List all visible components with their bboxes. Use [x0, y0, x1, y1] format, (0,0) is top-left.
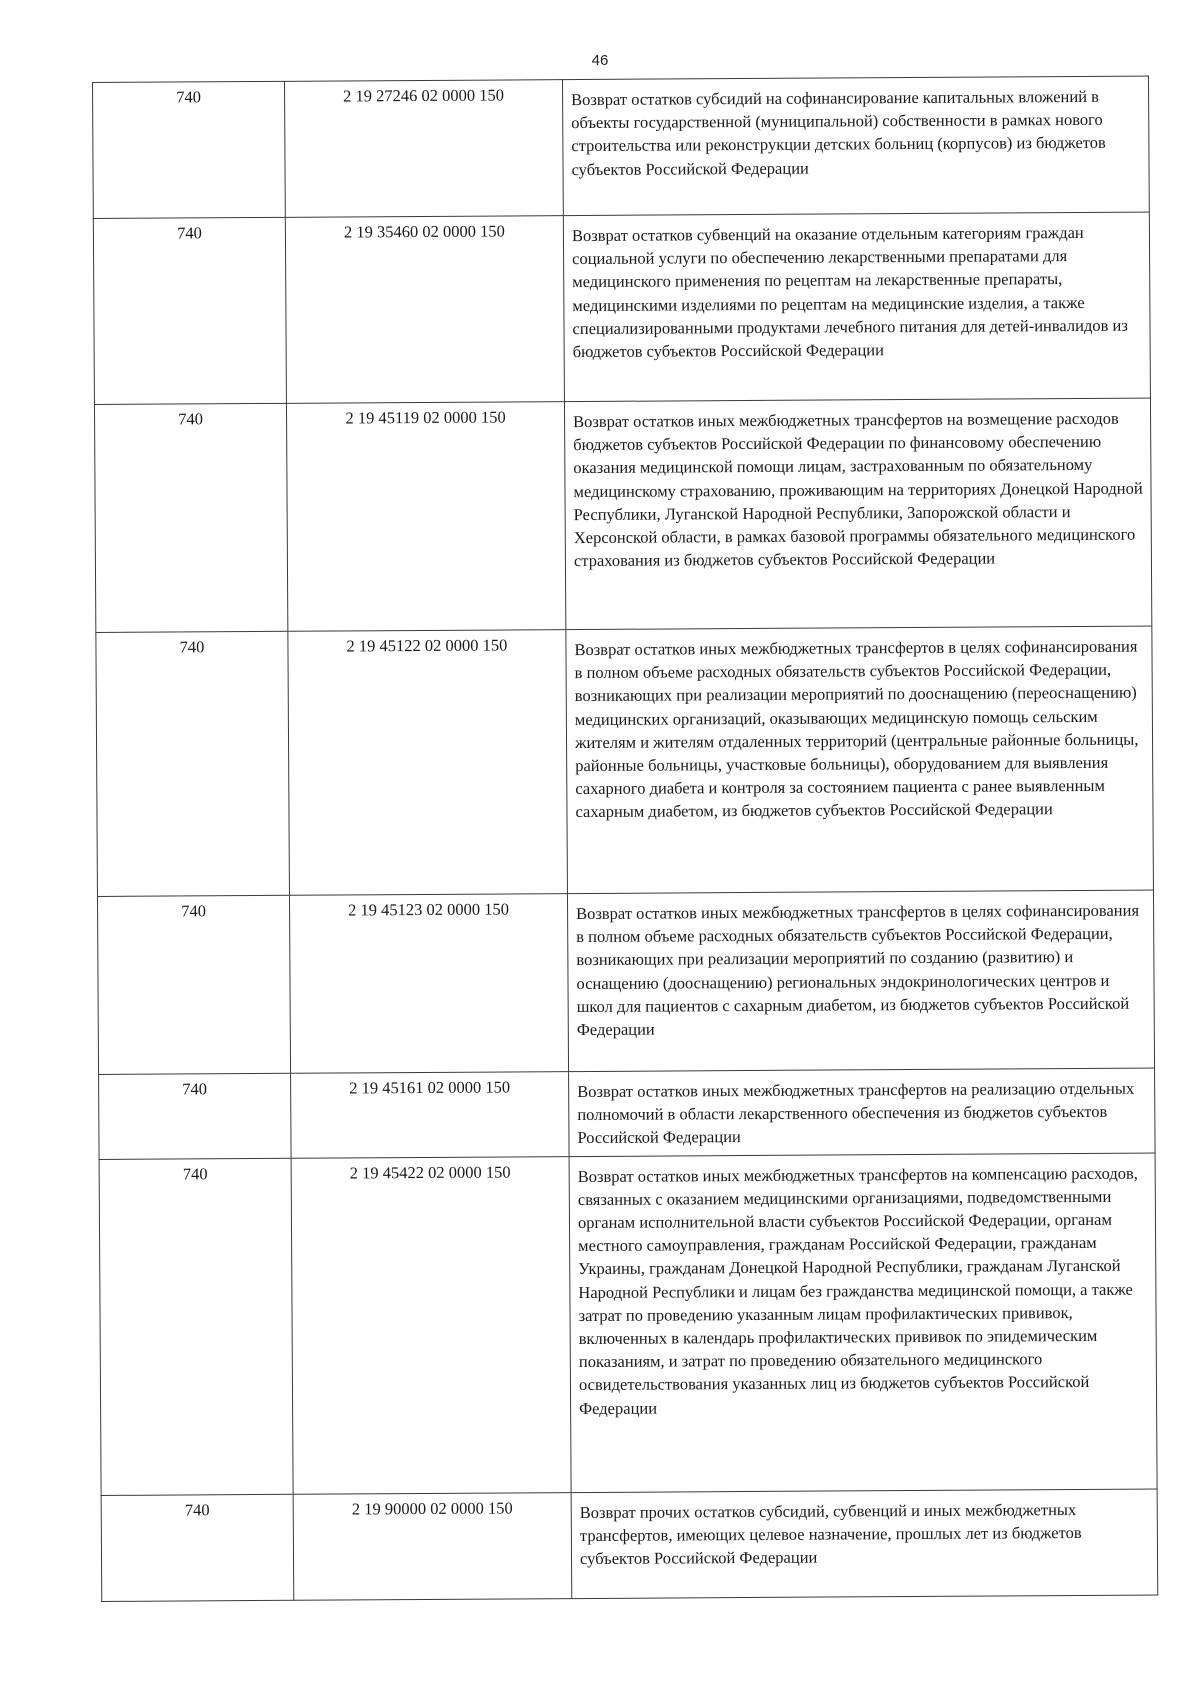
admin-code-cell: 740 — [101, 1494, 294, 1601]
table-row — [99, 1153, 1157, 1495]
table-row — [94, 398, 1151, 632]
budget-codes-table — [92, 76, 1158, 1602]
income-name-cell: Возврат остатков субвенций на оказание отдельным категориям граждан социальной услуги по обеспечению лекарственными препаратами для медицинского применения по рецептам на лекарственные препараты, медицинскими изделиями по рецептам на медицинские изделия, а также специализированными продуктами лечебного питания для детей-инвалидов из бюджетов субъектов Российской Федерации — [563, 212, 1150, 402]
admin-code-cell: 740 — [93, 217, 286, 404]
budget-code-cell: 2 19 35460 02 0000 150 — [285, 216, 564, 404]
admin-code-cell: 740 — [97, 895, 290, 1074]
budget-code-cell: 2 19 27246 02 0000 150 — [284, 80, 563, 218]
income-name-cell: Возврат остатков иных межбюджетных трансфертов на компенсацию расходов, связанных с оказанием медицинскими организациями, подведомственными органам исполнительной власти субъектов Российской Федерации, органам местного самоуправления, гражданам Российской Федерации, гражданам Украины, гражданам Донецкой Народной Республики, гражданам Луганской Народной Республики и лицам без гражданства медицинской помощи, а также затрат по проведению указанным лицам профилактических прививок, включенных в календарь профилактических прививок по эпидемическим показаниям, и затрат по проведению обязательного медицинского освидетельствования указанных лиц из бюджетов субъектов Российской Федерации — [569, 1153, 1157, 1493]
income-name-cell: Возврат остатков иных межбюджетных трансфертов в целях софинансирования в полном объеме расходных обязательств субъектов Российской Федерации, возникающих при реализации мероприятий по дооснащению (переоснащению) медицинских организаций, оказывающих медицинскую помощь сельским жителям и жителям отдаленных территорий (центральные районные больницы, районные больницы, участковые больницы), оборудованием для выявления сахарного диабета и контроля за состоянием пациента с ранее выявленным сахарным диабетом, из бюджетов субъектов Российской Федерации — [566, 626, 1154, 894]
income-name-cell: Возврат остатков иных межбюджетных трансфертов на реализацию отдельных полномочий в области лекарственного обеспечения из бюджетов субъектов Российской Федерации — [569, 1068, 1156, 1156]
budget-code-cell: 2 19 45123 02 0000 150 — [289, 894, 568, 1074]
income-name-cell: Возврат остатков субсидий на софинансирование капитальных вложений в объекты государственной (муниципальной) собственности в рамках нового строительства или реконструкции детских больниц (корпусов) из бюджетов субъектов Российской Федерации — [562, 76, 1149, 216]
page-number: 46 — [591, 52, 609, 69]
budget-code-cell: 2 19 45122 02 0000 150 — [288, 630, 568, 896]
budget-code-cell: 2 19 45422 02 0000 150 — [291, 1156, 571, 1494]
admin-code-cell: 740 — [93, 81, 286, 218]
admin-code-cell: 740 — [99, 1073, 292, 1159]
budget-code-cell: 2 19 45161 02 0000 150 — [291, 1072, 570, 1158]
table-row — [96, 626, 1154, 896]
admin-code-cell: 740 — [99, 1158, 293, 1495]
table-row — [99, 1068, 1155, 1159]
budget-code-cell: 2 19 90000 02 0000 150 — [293, 1492, 572, 1600]
table-row — [101, 1489, 1158, 1601]
income-name-cell: Возврат прочих остатков субсидий, субвенций и иных межбюджетных трансфертов, имеющих целевое назначение, прошлых лет из бюджетов субъектов Российской Федерации — [571, 1489, 1158, 1599]
admin-code-cell: 740 — [94, 403, 287, 632]
table-row — [93, 76, 1150, 218]
table-row — [93, 212, 1150, 404]
table-row — [97, 890, 1154, 1074]
income-name-cell: Возврат остатков иных межбюджетных трансфертов в целях софинансирования в полном объеме расходных обязательств субъектов Российской Федерации, возникающих при реализации мероприятий по созданию (развитию) и оснащению (дооснащению) региональных эндокринологических центров и школ для пациентов с сахарным диабетом, из бюджетов субъектов Российской Федерации — [567, 890, 1154, 1072]
admin-code-cell: 740 — [96, 631, 290, 896]
budget-code-cell: 2 19 45119 02 0000 150 — [286, 402, 565, 632]
income-name-cell: Возврат остатков иных межбюджетных трансфертов на возмещение расходов бюджетов субъектов Российской Федерации по финансовому обеспечению оказания медицинской помощи лицам, застрахованным по обязательному медицинскому страхованию, проживающим на территориях Донецкой Народной Республики, Луганской Народной Республики, Запорожской области и Херсонской области, в рамках базовой программы обязательного медицинского страхования из бюджетов субъектов Российской Федерации — [564, 398, 1151, 630]
